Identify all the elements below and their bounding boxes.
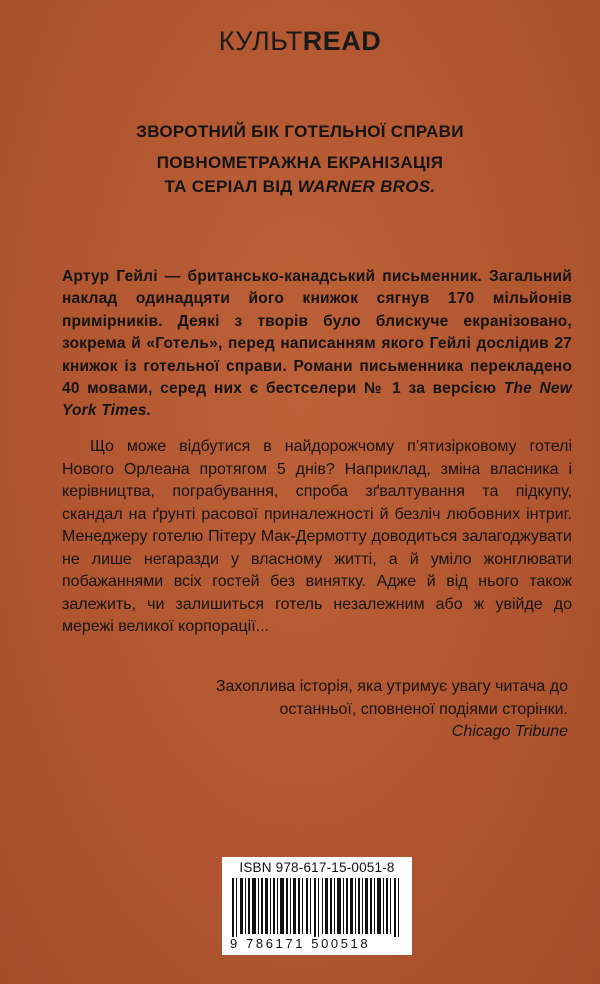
logo-light-part: КУЛЬТ [218, 26, 303, 56]
barcode-icon [230, 878, 404, 940]
barcode-panel [222, 857, 412, 955]
publisher-logo [0, 26, 600, 57]
author-bio-newspaper: The New York Times. [62, 380, 572, 420]
headline-3-prefix: ТА СЕРІАЛ ВІД [164, 177, 298, 196]
review-quote-source: Chicago Tribune [451, 723, 568, 740]
author-bio-text: Артур Гейлі — британсько-канадський письменник. Загальний наклад одинадцяти його книжок сягнув 170 мільйонів примірників. Деякі з творів було блискуче екранізовано, зокрема й «Готель», перед написанням якого Гейлі дослідив 27 книжок із готельної справи. Романи письменника перекладено 40 мовами, серед них є бестселери № 1 за версією [62, 268, 572, 398]
headline-block [0, 120, 600, 199]
headline-3 [0, 175, 600, 199]
book-synopsis: Що може відбутися в найдорожчому п’ятизірковому готелі Нового Орлеана протягом 5 днів? Наприклад, зміна власника і керівництва, пограбування, спроба зґвалтування та підкупу, скандал на ґрунті расової приналежності й безліч любовних інтриг. Менеджеру готелю Пітеру Мак-Дермотту доводиться залагоджувати не лише негаразди у власному житті, а й уміло жонглювати побажаннями всіх гостей без винятку. Адже й від нього також залежить, чи залишиться готель незалежним або ж увійде до мережі великої корпорації... [62, 438, 572, 635]
isbn-label: ISBN 978-617-15-0051-8 [239, 860, 395, 875]
review-quote [140, 676, 568, 744]
barcode-digits: 9 786171 500518 [230, 937, 404, 951]
headline-1: ЗВОРОТНИЙ БІК ГОТЕЛЬНОЇ СПРАВИ [136, 122, 464, 141]
headline-2: ПОВНОМЕТРАЖНА ЕКРАНІЗАЦІЯ [156, 153, 444, 172]
review-quote-text: Захоплива історія, яка утримує увагу читача до останньої, сповненої подіями сторінки. [215, 678, 568, 718]
logo-bold-part: READ [302, 26, 382, 56]
author-bio [62, 266, 572, 423]
headline-3-brand: WARNER BROS. [297, 177, 436, 196]
